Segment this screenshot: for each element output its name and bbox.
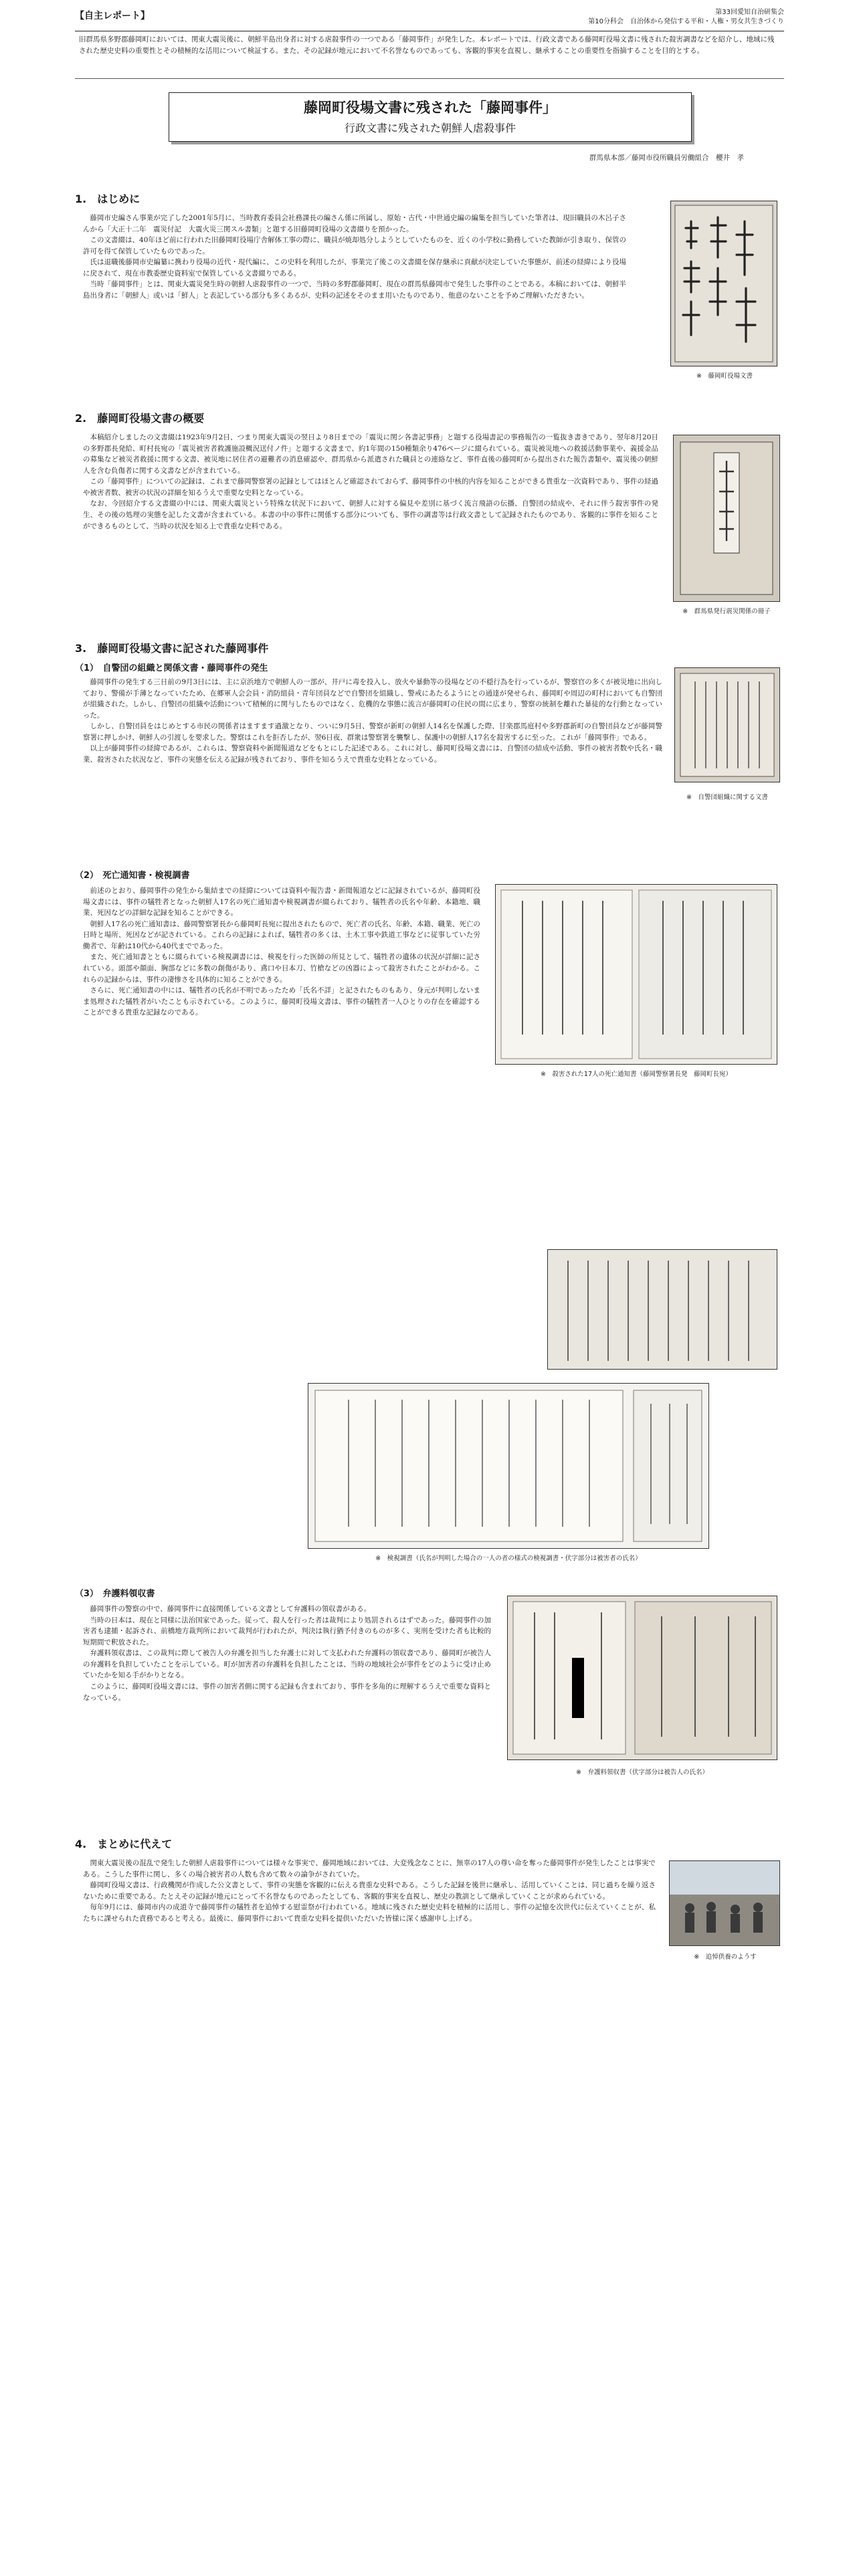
section-4-heading: 4. まとめに代えて bbox=[75, 1838, 173, 1850]
paragraph: しかし、自警団員をはじめとする市民の関係者はますます過激となり、ついに9月5日、警察が新町の朝鮮人14名を保護した際、甘楽郡馬庭村や多野郡新町の自警団員などが藤岡警察署に押しかけ、朝鮮人の引渡しを要求した。警察はこれを拒否したが、翌6日夜、群衆は警察署を襲撃し、保護中の朝鮮人17名を殺害するに至った。これが「藤岡事件」である。 bbox=[83, 722, 662, 742]
section-3-heading: 3. 藤岡町役場文書に記された藤岡事件 bbox=[75, 642, 269, 655]
photo-caption: ※ 群馬県発行震災関係の冊子 bbox=[682, 608, 771, 615]
author-line: 群馬県本部／藤岡市役所職員労働組合 櫻井 孝 bbox=[589, 154, 744, 162]
paragraph: 藤岡事件の発生する三日前の9月3日には、主に京浜地方で朝鮮人の一部が、井戸に毒を投入し、放火や暴動等の役場などの不穏行為を行っているが、警察官の多くが被災地に出向しており、警備が手薄となっていたため、在郷軍人会会員・消防組員・青年団員などで自警団を組織し、警戒にあたるようにとの通達が発せられ、藤岡町や周辺の町村においても自警団が組織された。しかし、自警団の組織や活動について積極的に関与したものではなく、危機的な事態に流言が藤岡町の住民の間に広まり、警察の統制を離れた暴徒的な行動となっていった。 bbox=[83, 678, 662, 720]
paragraph: 毎年9月には、藤岡市内の成道寺で藤岡事件の犠牲者を追悼する慰霊祭が行われている。地域に残された歴史史料を積極的に活用し、事件の記憶を次世代に伝えていくことが、私たちに課せられた責務であると考える。最後に、藤岡事件において貴重な史料を提供いただいた皆様に深く感謝申し上げる。 bbox=[83, 1903, 656, 1923]
paragraph: なお、今回紹介する文書綴の中には、関東大震災という特殊な状況下において、朝鮮人に対する偏見や差別に基づく流言飛語の伝播、自警団の結成や、それに伴う殺害事件の発生、その後の処理の実態を記した文書が含まれている。本書の中の事件に関係する部分についても、事件の調書等は行政文書として記録されたものであり、客観的に事件を知ることができるものとして、当時の状況を知る上で貴重な史料である。 bbox=[83, 500, 658, 530]
subsection-3-1-heading: （1） 自警団の組織と関係文書・藤岡事件の発生 bbox=[75, 663, 268, 673]
paragraph: 朝鮮人17名の死亡通知書は、藤岡警察署長から藤岡町長宛に提出されたもので、死亡者の氏名、年齢、本籍、職業、死亡の日時と場所、死因などが記されている。これらの記録によれば、犠牲者の多くは、土木工事や鉄道工事などに従事していた労働者で、年齢は10代から40代までであった。 bbox=[83, 920, 480, 950]
intro-abstract: 旧群馬県多野郡藤岡町においては、関東大震災後に、朝鮮半島出身者に対する虐殺事件の一つである「藤岡事件」が発生した。本レポートでは、行政文書である藤岡町役場文書に残された殺害調書などを紹介し、地域に残された歴史史料の重要性とその積極的な活用について検証する。また、その記録が地元において不名誉なものであっても、客観的事実を直視し、継承することの重要性を指摘することを目的とする。 bbox=[75, 31, 784, 79]
page-header bbox=[75, 8, 784, 31]
subcommittee-name: 第10分科会 自治体から発信する平和・人権・男女共生きづくり bbox=[588, 17, 784, 25]
section-1-body bbox=[83, 213, 626, 302]
section-2-body bbox=[83, 432, 658, 532]
header-meta bbox=[588, 8, 784, 26]
page-subtitle: 行政文書に残された朝鮮人虐殺事件 bbox=[344, 121, 516, 134]
paragraph: この「藤岡事件」についての記録は、これまで藤岡警察署の記録としてはほとんど確認されておらず、藤岡事件の中核的内容を知ることができる貴重な一次資料であり、事件の経過や被害者数、被害の状況の詳細を知るうえで重要な史料となっている。 bbox=[83, 477, 658, 497]
photo-caption: ※ 自警団組織に関する文書 bbox=[686, 794, 768, 801]
photo-earthquake-booklet bbox=[673, 435, 780, 602]
subsection-3-1-body bbox=[83, 677, 662, 766]
paragraph: この文書綴は、40年ほど前に行われた旧藤岡町役場庁舎解体工事の際に、職員が焼却処分しようとしていたものを、近くの小学校に勤務していた教師が引き取り、保管の許可を得て保管していたものであった。 bbox=[83, 236, 626, 255]
page-title: 藤岡町役場文書に残された「藤岡事件」 bbox=[304, 100, 557, 116]
subsection-3-3-body bbox=[83, 1604, 491, 1703]
report-page bbox=[75, 0, 784, 2576]
paragraph: 弁護料領収書は、この裁判に際して被告人の弁護を担当した弁護士に対して支払われた弁護料の領収書であり、藤岡町が被告人の弁護料を負担していたことを示している。町が加害者の弁護料を負担したことは、当時の地域社会が事件をどのように受け止めていたかを知る手がかりとなる。 bbox=[83, 1649, 491, 1680]
photo-inquest-doc-1 bbox=[547, 1249, 777, 1370]
paragraph: 藤岡町役場文書は、行政機関が作成した公文書として、事件の実態を客観的に伝える貴重な史料である。こうした記録を後世に継承し、活用していくことは、同じ過ちを繰り返さないために重要である。たとえその記録が地元にとって不名誉なものであったとしても、客観的事実を直視し、歴史の教訓として継承していくことが求められている。 bbox=[83, 1881, 656, 1901]
section-4-body bbox=[83, 1858, 656, 1924]
report-label: 【自主レポート】 bbox=[75, 11, 150, 21]
photo-caption: ※ 追悼供養のようす bbox=[694, 1953, 757, 1961]
subsection-3-2-heading: （2） 死亡通知書・検視調書 bbox=[75, 871, 190, 881]
photo-caption: ※ 殺害された17人の死亡通知書（藤岡警察署長発 藤岡町長宛） bbox=[540, 1071, 733, 1078]
photo-caption: ※ 検視調書（氏名が判明した場合の一人の者の様式の検視調書・伏字部分は被害者の氏名） bbox=[375, 1555, 642, 1562]
paragraph: 藤岡市史編さん事業が完了した2001年5月に、当時教育委員会社務課長の編さん係に所属し、原始・古代・中世通史編の編集を担当していた筆者は、現旧職員の木呂子さんから「大正十二年 震災付記 大震火災三関スル書類」と題する旧藤岡町役場の文書綴りを預かった。 bbox=[83, 214, 626, 233]
paragraph: 当時「藤岡事件」とは、関東大震災発生時の朝鮮人虐殺事件の一つで、当時の多野郡藤岡町、現在の群馬県藤岡市で発生した事件のことである。本稿においては、朝鮮半島出身者に「朝鮮人」或いは「鮮人」と表記している部分も多くあるが、史料の記述をそのまま用いたものであり、他意のないことを予めご理解いただきたい。 bbox=[83, 280, 626, 300]
paragraph: 関東大震災後の混乱で発生した朝鮮人虐殺事件については様々な事実で、藤岡地域においては、大変残念なことに、無辜の17人の尊い命を奪った藤岡事件が発生したことは事実である。こうした事件に関し、多くの場合被害者の人数も含めて数々の論争がされていた。 bbox=[83, 1859, 656, 1879]
photo-inquest-doc-2 bbox=[308, 1383, 709, 1549]
paragraph: さらに、死亡通知書の中には、犠牲者の氏名が不明であったため「氏名不詳」と記されたものもあり、身元が判明しないまま処理された犠牲者がいたことも示されている。このように、藤岡町役場文書は、事件の犠牲者一人ひとりの存在を確認することができる貴重な記録なのである。 bbox=[83, 986, 480, 1017]
paragraph: 藤岡事件の警察の中で、藤岡事件に直接関係している文書として弁護料の領収書がある。 bbox=[90, 1605, 371, 1613]
paragraph: このように、藤岡町役場文書には、事件の加害者側に関する記録も含まれており、事件を多角的に理解するうえで重要な資料となっている。 bbox=[83, 1683, 491, 1702]
photo-town-documents bbox=[670, 201, 777, 366]
section-1-heading: 1. はじめに bbox=[75, 193, 140, 205]
section-2-heading: 2. 藤岡町役場文書の概要 bbox=[75, 412, 205, 425]
paragraph: また、死亡通知書とともに綴られている検視調書には、検視を行った医師の所見として、犠牲者の遺体の状況が詳細に記されている。頭部や顔面、胸部などに多数の創傷があり、鳶口や日本刀、竹槍などの凶器によって殺害されたことがわかる。これらの記録からは、事件の凄惨さを具体的に知ることができる。 bbox=[83, 953, 480, 984]
photo-vigilante-document bbox=[674, 667, 780, 782]
photo-caption: ※ 弁護料領収書（伏字部分は被告人の氏名） bbox=[576, 1769, 708, 1776]
paragraph: 氏は退職後藤岡市史編纂に携わり役場の近代・現代編に、この史料を利用したが、事業完了後この文書綴を保存継承に貢献が決定していた事態が、前述の経緯により役場に戻されて、現在市教委歴史資料室で保管している文書綴りである。 bbox=[83, 258, 626, 278]
meeting-name: 第33回愛知自治研集会 bbox=[715, 9, 784, 16]
paragraph: 当時の日本は、現在と同様に法治国家であった。従って、殺人を行った者は裁判により処罰されるはずであった。藤岡事件の加害者も逮捕・起訴され、前橋地方裁判所において裁判が行われたが、判決は執行猶予付きのものが多く、実刑を受けた者も比較的短期間で釈放された。 bbox=[83, 1616, 491, 1646]
paragraph: 前述のとおり、藤岡事件の発生から集結までの経緯については資料や報告書・新聞報道などに記録されているが、藤岡町役場文書には、事件の犠牲者となった朝鮮人17名の死亡通知書や検視調書が綴られており、犠牲者の氏名や年齢、本籍地、職業、死因などの詳細な記録を知ることができる。 bbox=[83, 887, 480, 918]
photo-death-notices bbox=[495, 884, 777, 1065]
photo-memorial-service bbox=[669, 1860, 780, 1946]
photo-lawyer-receipts bbox=[507, 1596, 777, 1760]
subsection-3-2-body bbox=[83, 885, 480, 1018]
paragraph: 以上が藤岡事件の経緯であるが、これらは、警察資料や新聞報道などをもとにした記述である。これに対し、藤岡町役場文書には、自警団の結成や活動、事件の被害者数や氏名・職業、殺害された状況など、事件の実態を伝える記録が残されており、事件を知るうえで貴重な史料となっている。 bbox=[83, 744, 662, 764]
paragraph: 本稿紹介しましたの文書綴は1923年9月2日、つまり関東大震災の翌日より8日までの「震災に関シ各書記事務」と題する役場書記の事務報告の一覧抜き書きであり、翌年8月20日の多野郡長発給、町村長宛の「震災被害者救護施設概況送付ノ件」と題する文書まで、約1年間の150種類余り476ページに綴られている。震災被災地への救援活動事業や、義援金品の募集など被災者救援に関する文書、被災地に居住者の避難者の消息確認や、群馬県から派遣された職員との連絡など、事件直後の藤岡町から提出された報告書類や、震災後の朝鮮人を含む負傷者に関する文書などが含まれている。 bbox=[83, 433, 658, 475]
subsection-3-3-heading: （3） 弁護料領収書 bbox=[75, 1589, 155, 1599]
title-box bbox=[169, 92, 692, 142]
photo-caption: ※ 藤岡町役場文書 bbox=[696, 372, 753, 380]
